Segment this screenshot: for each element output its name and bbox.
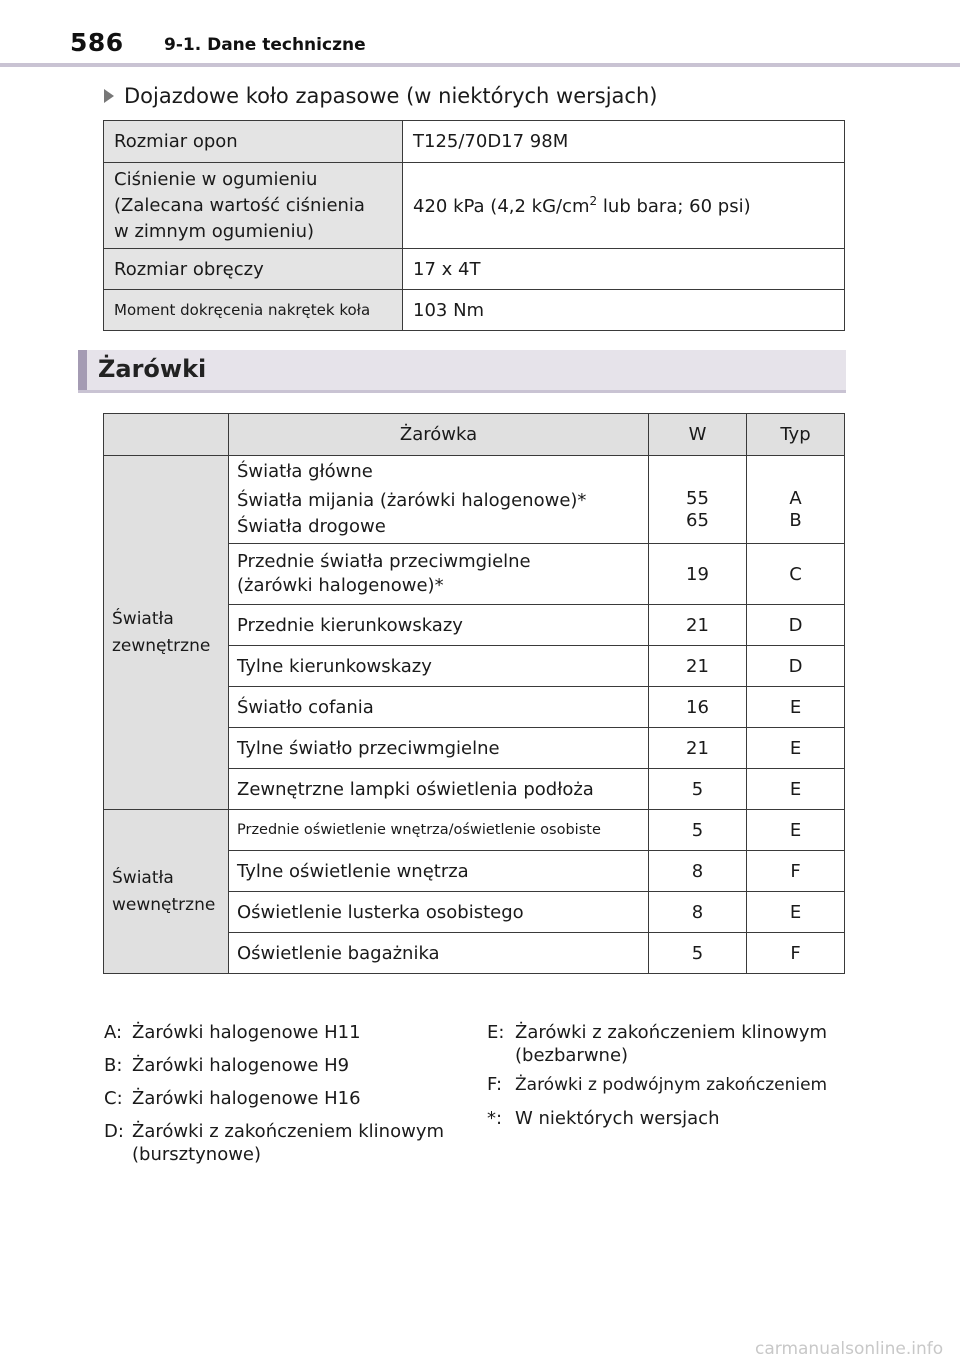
watts-value: 55 [686, 487, 709, 509]
bulbs-table [103, 413, 845, 974]
category-line: Światła [112, 608, 174, 629]
note-text: Żarówki halogenowe H16 [132, 1088, 361, 1109]
bulb-name-line: Światła mijania (żarówki halogenowe)* [237, 490, 587, 511]
bulb-name-line: Światła drogowe [237, 516, 386, 537]
bulb-type-notes-left [104, 1016, 464, 1167]
bulb-type: E [747, 810, 845, 851]
bulb-name: Oświetlenie bagażnika [229, 933, 649, 974]
section-heading [78, 350, 846, 390]
bulb-name [229, 544, 649, 605]
category-line: wewnętrzne [112, 894, 216, 915]
note-key: E: [487, 1022, 505, 1043]
header-empty-cell [104, 414, 229, 456]
headlights-title: Światła główne [237, 461, 373, 482]
bulb-type: D [747, 605, 845, 646]
heading-accent-bar [78, 350, 87, 390]
pressure-superscript: 2 [589, 194, 598, 208]
bulb-type: C [747, 544, 845, 605]
column-header-type: Typ [747, 414, 845, 456]
header-divider [0, 63, 960, 67]
note-text: Żarówki z podwójnym zakończeniem [515, 1075, 828, 1095]
section-heading-text: Żarówki [98, 355, 207, 383]
note-key: F: [487, 1074, 503, 1095]
note-text: W niektórych wersjach [515, 1108, 720, 1129]
note-continuation: (bezbarwne) [515, 1045, 629, 1066]
bulb-type: F [747, 933, 845, 974]
bulb-name: Tylne kierunkowskazy [229, 646, 649, 687]
pressure-value: 420 kPa (4,2 kG/cm [413, 196, 590, 217]
spec-label-line: (Zalecana wartość ciśnienia [114, 194, 365, 216]
bulb-type: F [747, 851, 845, 892]
chapter-title: 9-1. Dane techniczne [164, 35, 366, 55]
bulb-type: E [747, 892, 845, 933]
note-item [104, 1082, 464, 1115]
triangle-bullet-icon [104, 89, 114, 103]
note-key: C: [104, 1088, 123, 1109]
spec-value: 103 Nm [403, 290, 845, 331]
spec-label: Moment dokręcenia nakrętek koła [104, 290, 403, 331]
note-key: B: [104, 1055, 123, 1076]
bulb-type: D [747, 646, 845, 687]
bulb-name: Światło cofania [229, 687, 649, 728]
table-header-row [104, 414, 845, 456]
note-text: Żarówki halogenowe H11 [132, 1022, 361, 1043]
table-row [104, 290, 845, 331]
spare-wheel-title-text: Dojazdowe koło zapasowe (w niektórych wersjach) [124, 84, 658, 108]
category-exterior [104, 456, 229, 810]
spare-wheel-title [104, 84, 657, 108]
bulb-type: E [747, 687, 845, 728]
note-item [487, 1068, 847, 1102]
bulb-watts: 5 [649, 810, 747, 851]
bulb-type [747, 456, 845, 544]
note-text: Żarówki halogenowe H9 [132, 1055, 350, 1076]
note-key: A: [104, 1022, 123, 1043]
category-line: zewnętrzne [112, 635, 211, 656]
page-number: 586 [70, 28, 124, 57]
spec-label-line: w zimnym ogumieniu) [114, 220, 315, 242]
bulb-type: E [747, 769, 845, 810]
bulb-watts: 16 [649, 687, 747, 728]
bulb-watts: 21 [649, 728, 747, 769]
bulb-name: Tylne oświetlenie wnętrza [229, 851, 649, 892]
column-header-watts: W [649, 414, 747, 456]
bulb-type-notes-right [487, 1016, 847, 1135]
spec-label: Rozmiar opon [104, 121, 403, 163]
bulb-watts: 5 [649, 769, 747, 810]
note-text: Żarówki z zakończeniem klinowym [515, 1022, 828, 1043]
note-item [487, 1102, 847, 1135]
table-row [104, 810, 845, 851]
spec-value: T125/70D17 98M [403, 121, 845, 163]
table-row [104, 249, 845, 290]
spec-value [403, 163, 845, 249]
note-item [104, 1115, 464, 1167]
bulb-name: Oświetlenie lusterka osobistego [229, 892, 649, 933]
bulb-name-line: Przednie światła przeciwmgielne [237, 551, 531, 572]
bulb-watts: 8 [649, 851, 747, 892]
bulb-name: Zewnętrzne lampki oświetlenia podłoża [229, 769, 649, 810]
note-key: D: [104, 1121, 124, 1142]
page-header [0, 0, 960, 66]
bulb-watts: 5 [649, 933, 747, 974]
table-row [104, 163, 845, 249]
note-item [487, 1016, 847, 1068]
note-item [104, 1016, 464, 1049]
bulb-name-line: (żarówki halogenowe)* [237, 575, 444, 596]
bulb-watts: 19 [649, 544, 747, 605]
bulb-name: Przednie oświetlenie wnętrza/oświetlenie osobiste [229, 810, 649, 851]
table-row [104, 456, 845, 544]
bulb-watts [649, 456, 747, 544]
spec-label-line: Ciśnienie w ogumieniu [114, 168, 318, 190]
bulb-watts: 8 [649, 892, 747, 933]
bulb-name: Przednie kierunkowskazy [229, 605, 649, 646]
spec-label [104, 163, 403, 249]
note-key: *: [487, 1108, 503, 1129]
category-interior [104, 810, 229, 974]
spec-value: 17 x 4T [403, 249, 845, 290]
pressure-value-end: lub bara; 60 psi) [597, 196, 751, 217]
note-item [104, 1049, 464, 1082]
bulb-watts: 21 [649, 605, 747, 646]
bulb-name: Tylne światło przeciwmgielne [229, 728, 649, 769]
bulb-name [229, 456, 649, 544]
table-row [104, 121, 845, 163]
bulb-watts: 21 [649, 646, 747, 687]
note-continuation: (bursztynowe) [132, 1144, 262, 1165]
category-line: Światła [112, 867, 174, 888]
heading-divider [78, 390, 846, 393]
column-header-bulb: Żarówka [229, 414, 649, 456]
note-text: Żarówki z zakończeniem klinowym [132, 1121, 445, 1142]
bulb-type: E [747, 728, 845, 769]
type-value: B [789, 509, 802, 531]
spare-wheel-table [103, 120, 845, 331]
spec-label: Rozmiar obręczy [104, 249, 403, 290]
type-value: A [789, 487, 802, 509]
watts-value: 65 [686, 509, 709, 531]
watermark: carmanualsonline.info [755, 1339, 944, 1359]
